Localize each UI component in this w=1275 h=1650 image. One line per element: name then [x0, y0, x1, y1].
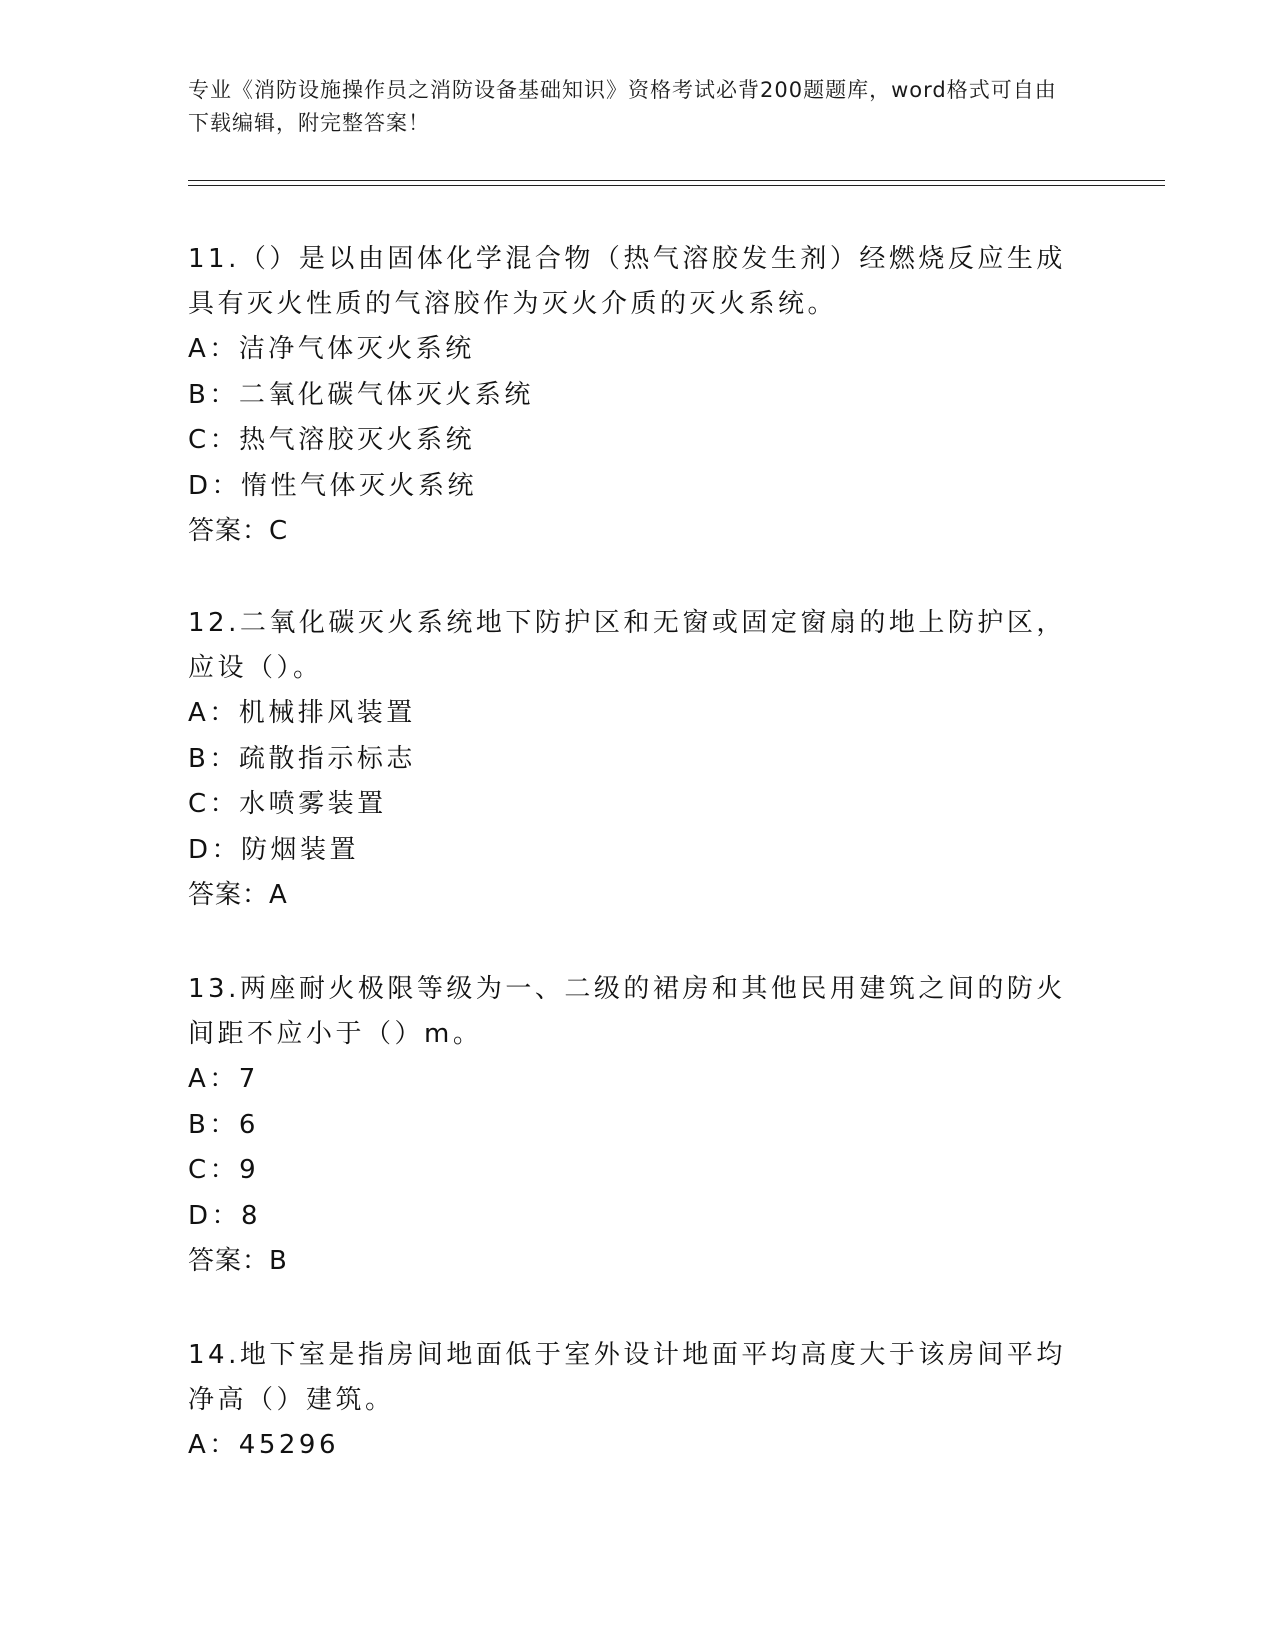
question-stem: 13.两座耐火极限等级为一、二级的裙房和其他民用建筑之间的防火间距不应小于（）m。	[188, 974, 1066, 1049]
option-d: D：惰性气体灭火系统	[188, 470, 478, 501]
option-c: C：热气溶胶灭火系统	[188, 425, 476, 455]
option-a: A：7	[188, 1064, 259, 1094]
question-11	[188, 237, 1088, 554]
option-d: D：8	[188, 1200, 262, 1231]
question-stem: 14.地下室是指房间地面低于室外设计地面平均高度大于该房间平均净高（）建筑。	[188, 1340, 1066, 1415]
option-c: C：9	[188, 1155, 260, 1185]
option-a: A：45296	[188, 1430, 339, 1460]
option-b: B：二氧化碳气体灭火系统	[188, 379, 534, 410]
option-b: B：6	[188, 1109, 259, 1140]
question-stem: 12.二氧化碳灭火系统地下防护区和无窗或固定窗扇的地上防护区，应设（）。	[188, 608, 1066, 683]
option-a: A：洁净气体灭火系统	[188, 334, 475, 364]
header-divider-top	[188, 180, 1165, 181]
question-14	[188, 1333, 1088, 1469]
document-header	[188, 74, 1068, 140]
answer-line: 答案：C	[188, 516, 289, 546]
option-d: D：防烟装置	[188, 834, 360, 865]
option-b: B：疏散指示标志	[188, 743, 416, 774]
option-c: C：水喷雾装置	[188, 789, 387, 819]
question-stem: 11.（）是以由固体化学混合物（热气溶胶发生剂）经燃烧反应生成具有灭火性质的气溶胶作为灭火介质的灭火系统。	[188, 244, 1066, 319]
answer-line: 答案：B	[188, 1246, 288, 1276]
answer-line: 答案：A	[188, 880, 288, 910]
question-13	[188, 967, 1088, 1284]
option-a: A：机械排风装置	[188, 698, 416, 728]
header-divider-bottom	[188, 185, 1165, 186]
header-title: 专业《消防设施操作员之消防设备基础知识》资格考试必背200题题库，word格式可自由下载编辑，附完整答案！	[188, 78, 1057, 135]
question-12	[188, 601, 1088, 918]
